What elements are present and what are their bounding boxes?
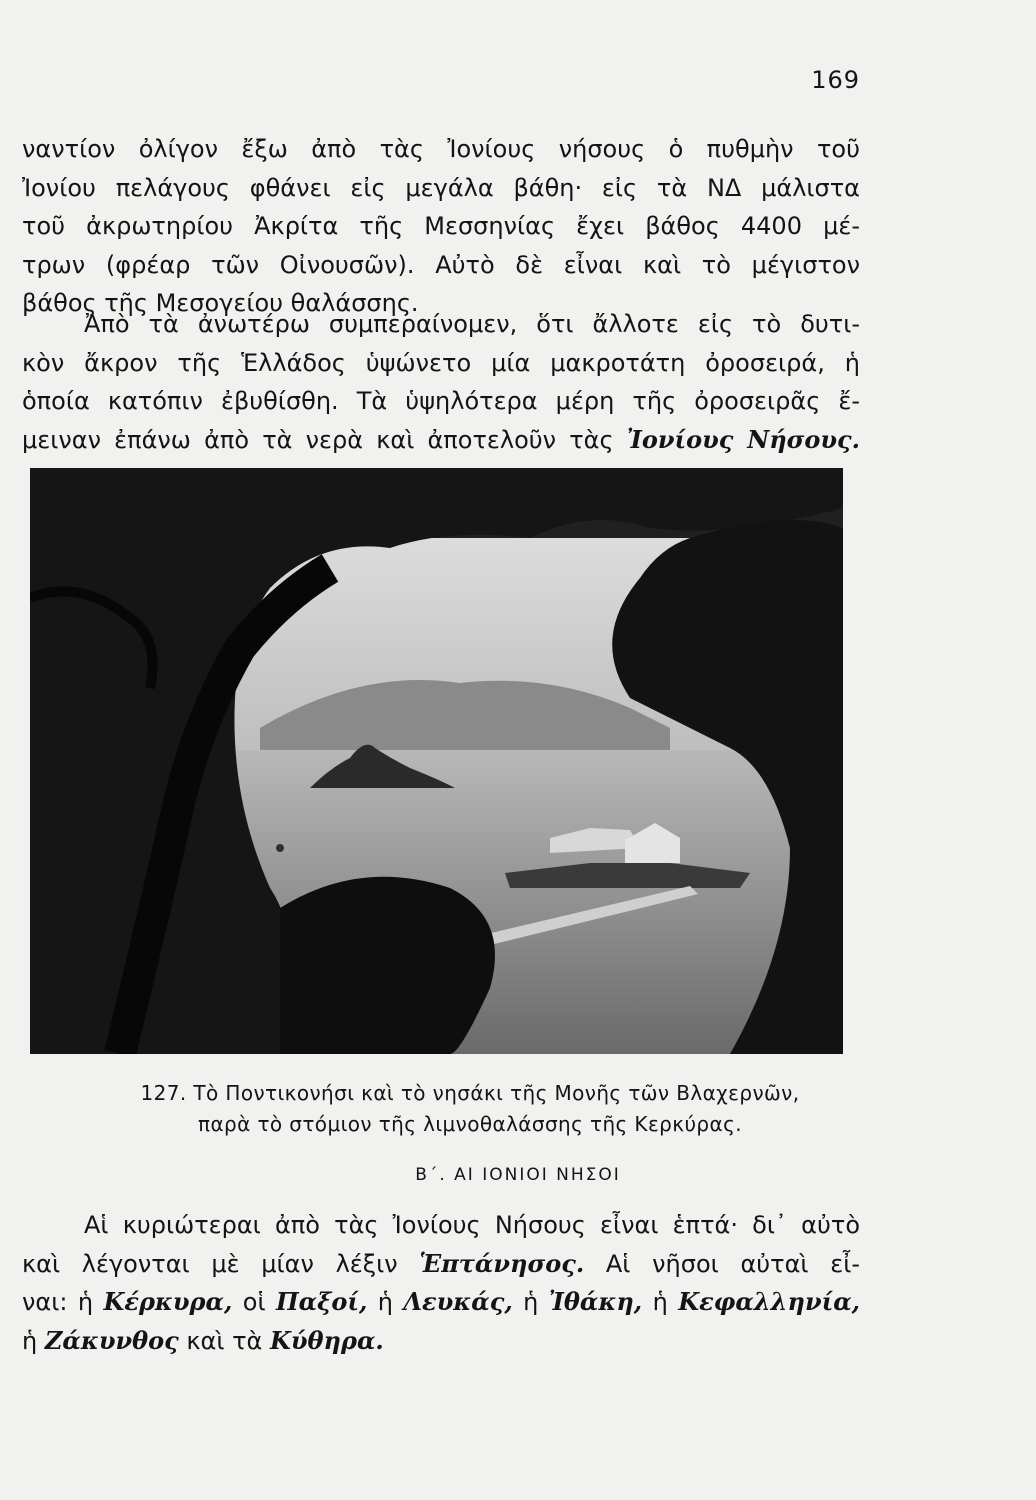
text-fragment: οἱ [232,1288,276,1316]
text-fragment: μειναν ἐπάνω ἀπὸ τὰ νερὰ καὶ ἀποτελοῦν τὰς [22,425,627,454]
text-line [22,1322,860,1361]
island-name: Παξοί, [276,1287,368,1316]
photo-illustration [30,468,843,1054]
text-line: Αἱ κυριώτεραι ἀπὸ τὰς Ἰονίους Νήσους εἶναι ἑπτά· δι᾽ αὐτὸ [84,1211,860,1239]
island-name: Ἰθάκη, [548,1287,643,1316]
emphasis-ionian-islands: Ἰονίους Νήσους. [626,424,860,454]
caption-line: παρὰ τὸ στόμιον τῆς λιμνοθαλάσσης τῆς Κερκύρας. [198,1112,742,1136]
text-line [22,1245,860,1284]
text-fragment: ναι: ἡ [22,1288,104,1316]
text-line: Ἰονίου πελάγους φθάνει εἰς μεγάλα βάθη· εἰς τὰ ΝΔ μάλιστα [22,173,860,202]
text-line: κὸν ἄκρον τῆς Ἑλλάδος ὑψώνετο μία μακροτάτη ὀροσειρά, ἡ [22,348,860,377]
text-line: τοῦ ἀκρωτηρίου Ἀκρίτα τῆς Μεσσηνίας ἔχει βάθος 4400 μέ- [22,212,860,240]
ionian-islands-paragraph [22,1206,860,1360]
text-fragment: ἡ [642,1288,679,1316]
text-fragment: ἡ [22,1326,45,1355]
text-line [22,421,860,460]
intro-paragraph [22,130,860,323]
text-fragment: ἡ [367,1288,404,1316]
section-heading: Β΄. ΑΙ ΙΟΝΙΟΙ ΝΗΣΟΙ [415,1165,621,1185]
island-name: Κύθηρα. [270,1325,384,1355]
island-name: Ζάκυνθος [44,1325,179,1355]
photograph-pontikonisi [30,468,843,1054]
island-name: Λευκάς, [403,1287,513,1316]
text-line [22,1283,860,1322]
text-fragment: ἡ [512,1288,549,1316]
text-fragment: καὶ τὰ [178,1326,271,1355]
conclusion-paragraph [22,305,860,459]
text-line: ναντίον ὀλίγον ἔξω ἀπὸ τὰς Ἰονίους νήσους ὁ πυθμὴν τοῦ [22,135,860,163]
island-name: Κέρκυρα, [103,1287,233,1316]
page-number: 169 [811,66,860,94]
text-line: Ἀπὸ τὰ ἀνωτέρω συμπεραίνομεν, ὅτι ἄλλοτε εἰς τὸ δυτι- [84,310,860,338]
text-line: ὁποία κατόπιν ἐβυθίσθη. Τὰ ὑψηλότερα μέρη τῆς ὀροσειρᾶς ἔ- [22,387,860,415]
caption-line: 127. Τὸ Ποντικονήσι καὶ τὸ νησάκι τῆς Μονῆς τῶν Βλαχερνῶν, [140,1081,800,1105]
island-name: Κεφαλληνία, [678,1287,861,1316]
text-line: βάθος τῆς Μεσογείου θαλάσσης. [22,289,419,317]
emphasis-heptanesos: Ἑπτάνησος. [419,1248,585,1278]
text-fragment: καὶ λέγονται μὲ μίαν λέξιν [22,1249,420,1278]
text-fragment: Αἱ νῆσοι αὐταὶ εἶ- [584,1249,860,1278]
photo-caption [90,1078,850,1140]
text-line: τρων (φρέαρ τῶν Οἰνουσῶν). Αὐτὸ δὲ εἶναι καὶ τὸ μέγιστον [22,250,860,279]
